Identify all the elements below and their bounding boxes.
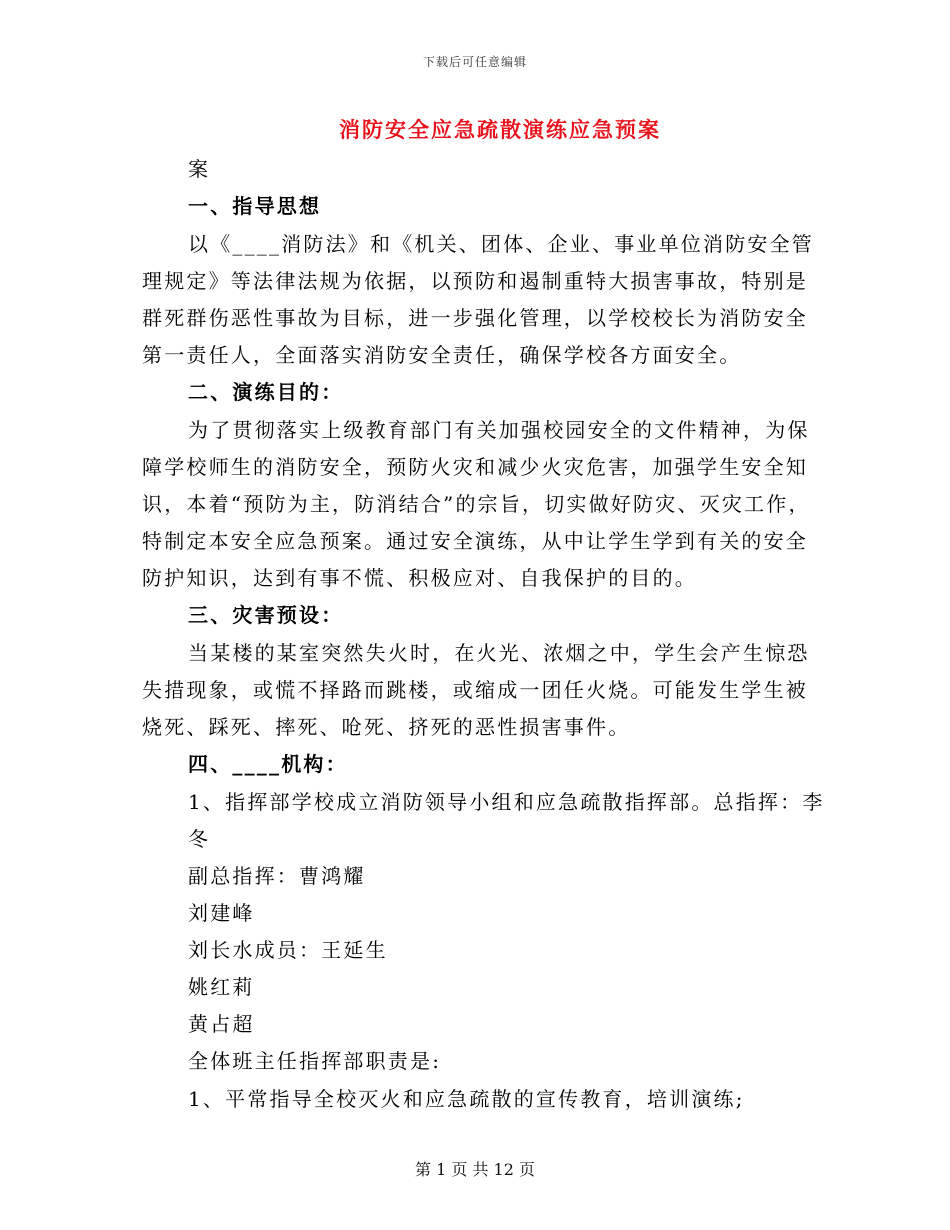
body-line: 防护知识，达到有事不慌、积极应对、自我保护的目的。	[142, 566, 697, 590]
body-line: 副总指挥：曹鸿耀	[188, 864, 366, 888]
section-heading-drill-purpose: 二、演练目的：	[188, 380, 344, 404]
section-heading-disaster-scenario: 三、灾害预设：	[188, 603, 344, 627]
body-line: 特制定本安全应急预案。通过安全演练，从中让学生学到有关的安全	[142, 529, 808, 553]
body-line: 障学校师生的消防安全，预防火灾和减少火灾危害，加强学生安全知	[142, 455, 808, 479]
body-line: 失措现象，或慌不择路而跳楼，或缩成一团任火烧。可能发生学生被	[142, 678, 808, 702]
body-line: 全体班主任指挥部职责是:	[188, 1049, 442, 1073]
body-line: 识，本着“预防为主，防消结合”的宗旨，切实做好防灾、灭灾工作，	[142, 492, 811, 516]
body-line: 以《____消防法》和《机关、团体、企业、事业单位消防安全管	[188, 232, 814, 256]
page-header: 下载后可任意编辑	[422, 55, 527, 69]
document-title: 消防安全应急疏散演练应急预案	[339, 117, 661, 142]
body-line: 烧死、踩死、摔死、呛死、挤死的恶性损害事件。	[142, 715, 631, 739]
body-line: 群死群伤恶性事故为目标，进一步强化管理，以学校校长为消防安全	[142, 306, 808, 330]
body-line: 刘建峰	[188, 901, 255, 925]
body-line: 姚红莉	[188, 975, 255, 999]
body-line: 理规定》等法律法规为依据，以预防和遏制重特大损害事故，特别是	[142, 269, 808, 293]
section-heading-guiding-thought: 一、指导思想	[188, 194, 322, 218]
body-line: 当某楼的某室突然失火时，在火光、浓烟之中，学生会产生惊恐	[188, 641, 810, 665]
body-line: 黄占超	[188, 1012, 255, 1036]
body-line: 1、平常指导全校灭火和应急疏散的宣传教育，培训演练;	[188, 1087, 745, 1111]
section-heading-organization: 四、____机构：	[188, 752, 348, 776]
body-line: 为了贯彻落实上级教育部门有关加强校园安全的文件精神，为保	[188, 418, 810, 442]
body-line: 刘长水成员：王延生	[188, 938, 388, 962]
body-line: 第一责任人，全面落实消防安全责任，确保学校各方面安全。	[142, 343, 742, 367]
page-footer: 第 1 页 共 12 页	[415, 1160, 535, 1179]
body-line: 1、指挥部学校成立消防领导小组和应急疏散指挥部。总指挥：李	[188, 790, 825, 814]
body-line: 案	[188, 157, 211, 181]
body-line: 冬	[188, 827, 211, 851]
